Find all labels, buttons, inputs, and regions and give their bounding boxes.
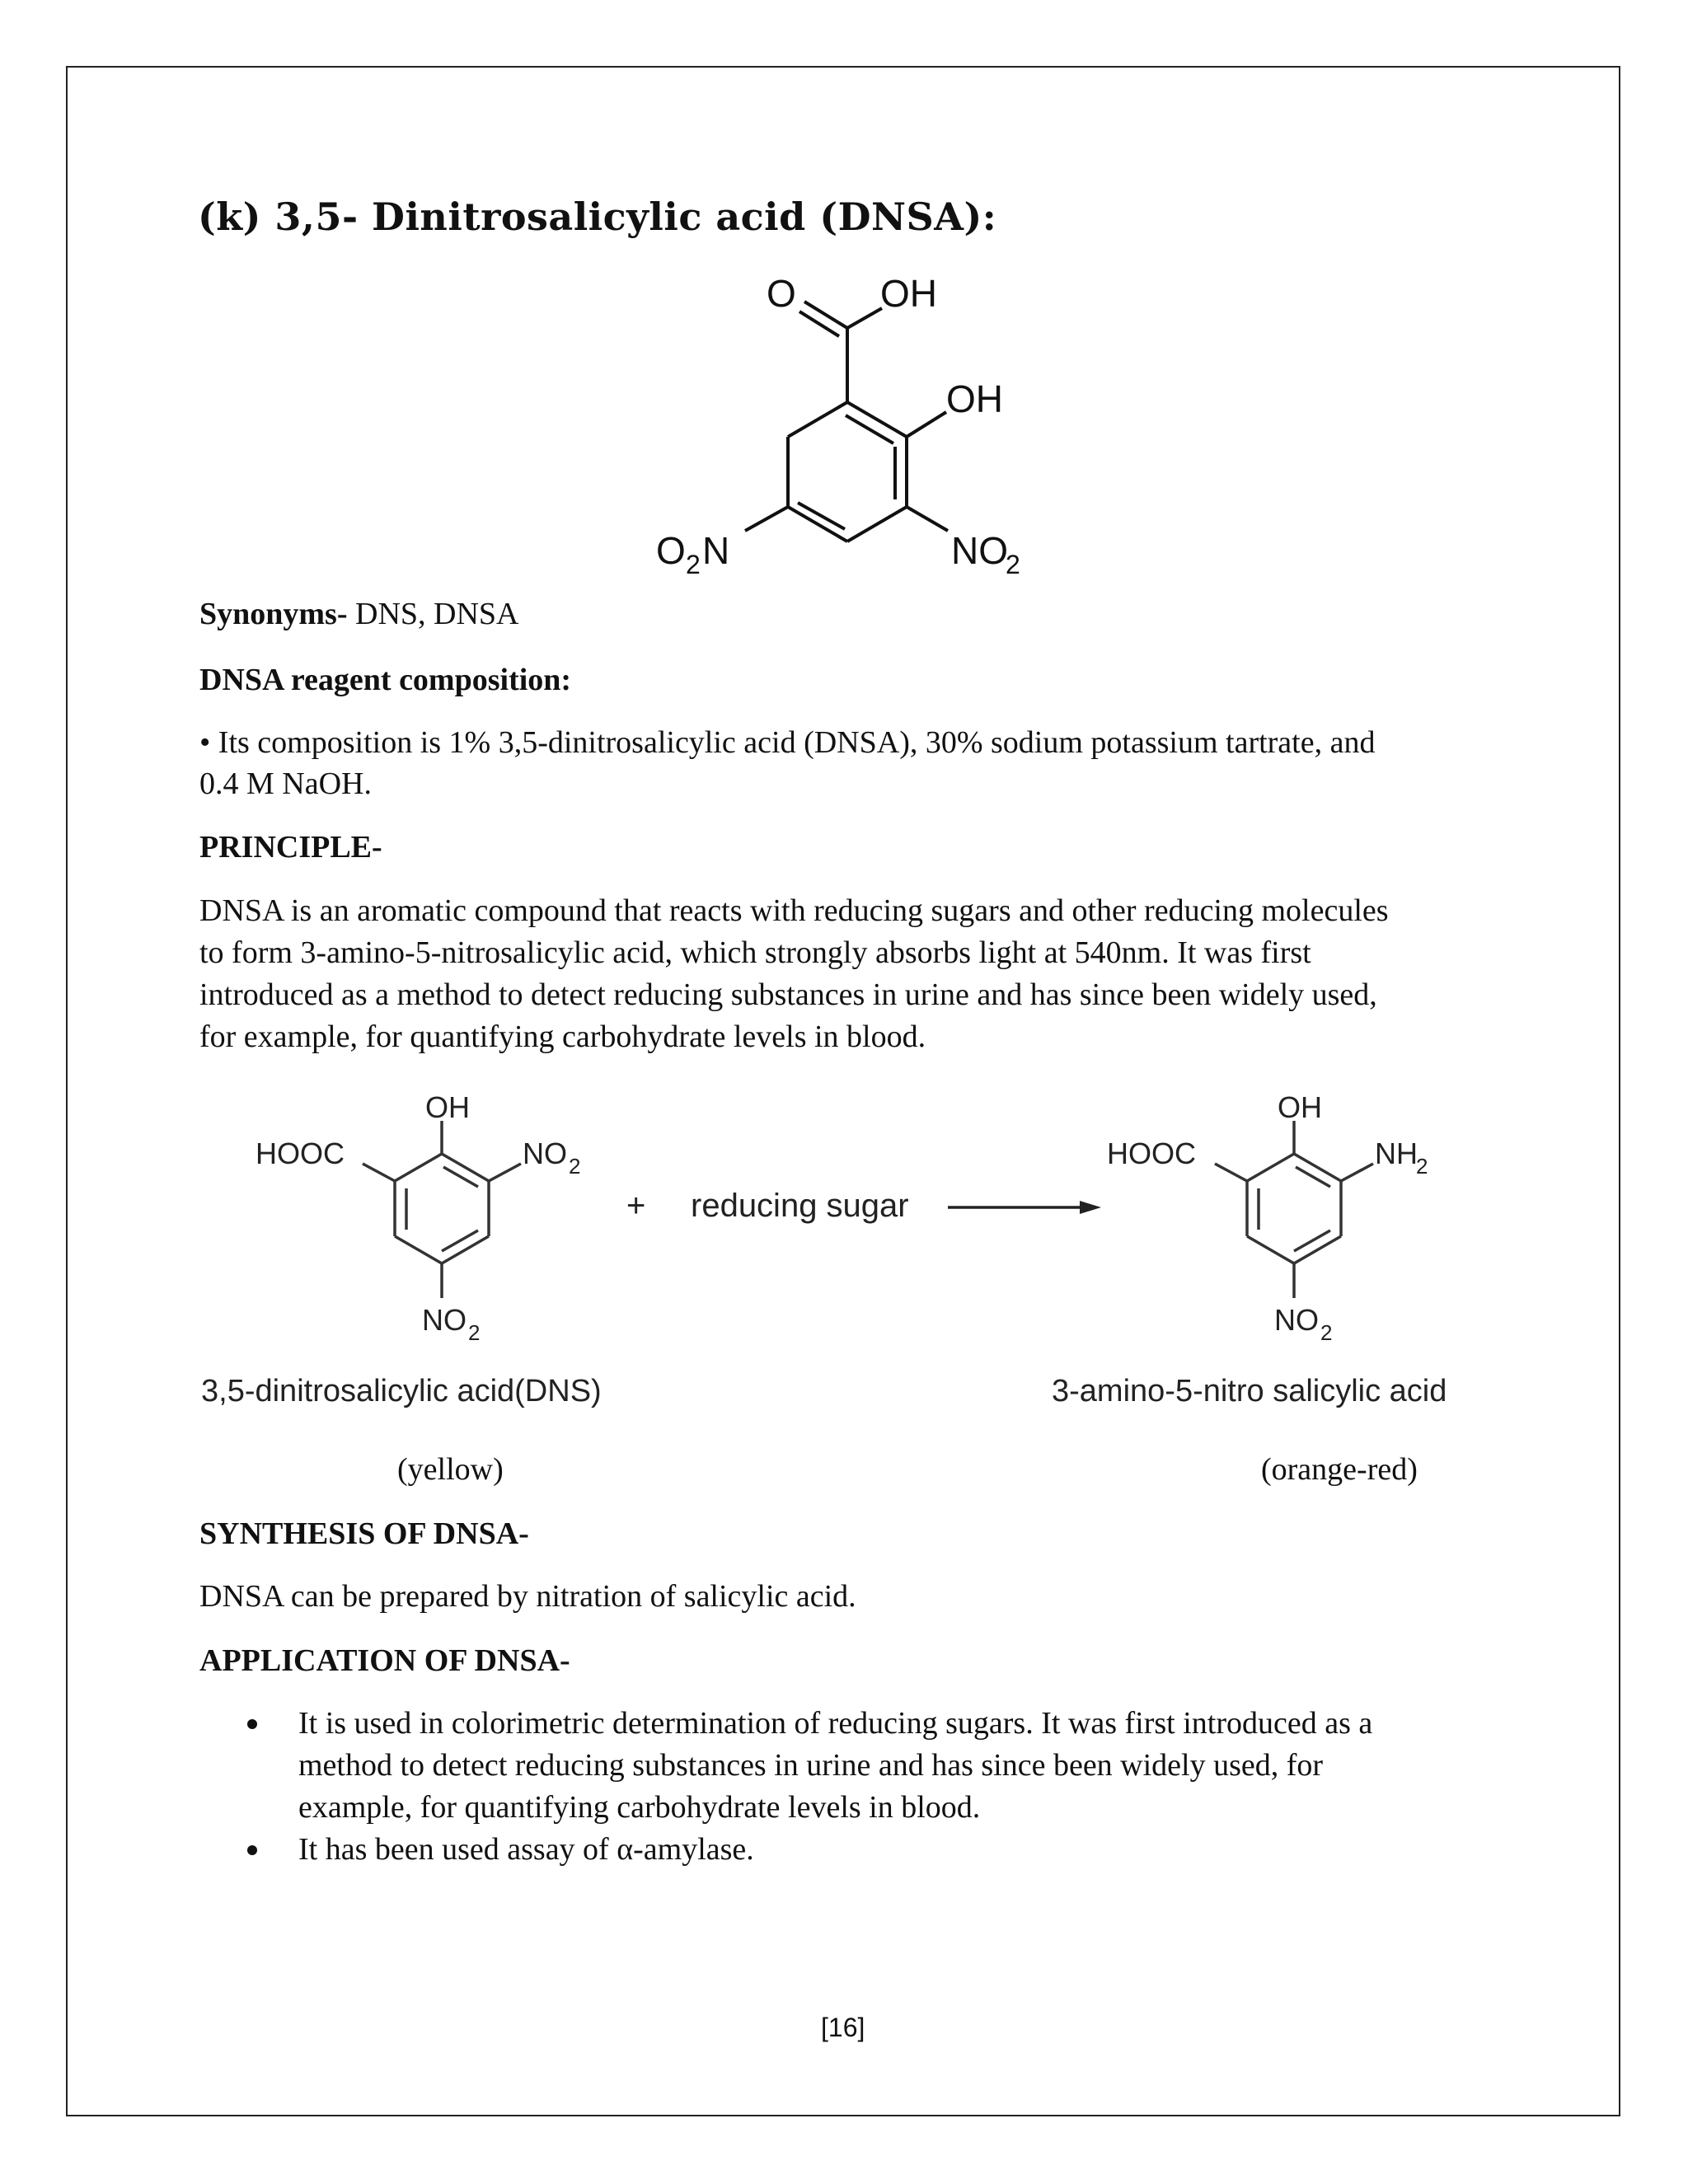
composition-text-line-1: • Its composition is 1% 3,5-dinitrosalicylic acid (DNSA), 30% sodium potassium tartrate, and	[199, 725, 1376, 760]
principle-line: introduced as a method to detect reducing substances in urine and has since been widely used,	[199, 977, 1377, 1012]
application-item	[199, 1703, 1518, 1829]
reactant-no2-top-label: NO	[523, 1137, 567, 1170]
bullet-icon	[247, 1719, 257, 1729]
product-color: (orange-red)	[1261, 1452, 1418, 1487]
synonyms-label: Synonyms-	[199, 597, 348, 631]
nitro-left-subscript: 2	[686, 550, 701, 579]
principle-line: to form 3-amino-5-nitrosalicylic acid, which strongly absorbs light at 540nm. It was first	[199, 935, 1311, 970]
reaction-scheme	[198, 1071, 1517, 1418]
page-number: [16]	[821, 2013, 865, 2042]
phenol-oh-label: OH	[946, 377, 1003, 420]
reaction-arrow	[948, 1201, 1101, 1214]
carbonyl-oxygen-label: O	[767, 272, 796, 315]
product-no2-bottom-label: NO	[1274, 1303, 1319, 1337]
bullet-icon	[247, 1845, 257, 1855]
product-name: 3-amino-5-nitro salicylic acid	[1052, 1374, 1447, 1408]
composition-text-line-2: 0.4 M NaOH.	[199, 766, 372, 801]
reagent-label: reducing sugar	[691, 1188, 909, 1224]
application-list	[199, 1703, 1518, 1871]
product-hooc-label: HOOC	[1107, 1137, 1196, 1170]
product-nh2-label: NH	[1375, 1137, 1418, 1170]
product-nh2-subscript: 2	[1416, 1154, 1428, 1179]
principle-paragraph	[199, 890, 1389, 1058]
synthesis-heading: SYNTHESIS OF DNSA-	[199, 1516, 529, 1551]
reactant-name: 3,5-dinitrosalicylic acid(DNS)	[201, 1374, 602, 1408]
section-heading: (k) 3,5- Dinitrosalicylic acid (DNSA):	[198, 194, 997, 239]
dnsa-structure-diagram	[635, 264, 1063, 585]
synonyms-line	[199, 593, 518, 635]
application-line: example, for quantifying carbohydrate levels in blood.	[298, 1790, 981, 1825]
product-no2-bottom-subscript: 2	[1320, 1320, 1333, 1345]
reactant-oh-label: OH	[425, 1090, 470, 1124]
principle-line: DNSA is an aromatic compound that reacts with reducing sugars and other reducing molecules	[199, 893, 1389, 928]
synonyms-value: DNS, DNSA	[347, 597, 519, 631]
reactant-no2-bottom-label: NO	[422, 1303, 467, 1337]
application-line: method to detect reducing substances in urine and has since been widely used, for	[298, 1748, 1324, 1783]
reactant-no2-top-subscript: 2	[569, 1154, 581, 1179]
principle-heading: PRINCIPLE-	[199, 830, 382, 865]
nitro-left-o-label: O	[656, 529, 686, 572]
principle-line: for example, for quantifying carbohydrate levels in blood.	[199, 1019, 926, 1054]
reactant-no2-bottom-subscript: 2	[468, 1320, 481, 1345]
reactant-color: (yellow)	[397, 1452, 504, 1487]
product-oh-label: OH	[1278, 1090, 1322, 1124]
application-line: It is used in colorimetric determination of reducing sugars. It was first introduced as a	[298, 1706, 1373, 1741]
composition-heading: DNSA reagent composition:	[199, 663, 572, 697]
nitro-right-subscript: 2	[1006, 550, 1020, 579]
application-item	[199, 1829, 1518, 1871]
nitro-right-label: NO	[951, 529, 1008, 572]
reaction-plus: +	[626, 1188, 646, 1224]
application-line: It has been used assay of α-amylase.	[298, 1832, 754, 1867]
acid-oh-label: OH	[880, 272, 937, 315]
application-heading: APPLICATION OF DNSA-	[199, 1643, 570, 1678]
synthesis-text: DNSA can be prepared by nitration of salicylic acid.	[199, 1579, 856, 1614]
nitro-left-n-label: N	[702, 529, 730, 572]
reactant-hooc-label: HOOC	[256, 1137, 345, 1170]
